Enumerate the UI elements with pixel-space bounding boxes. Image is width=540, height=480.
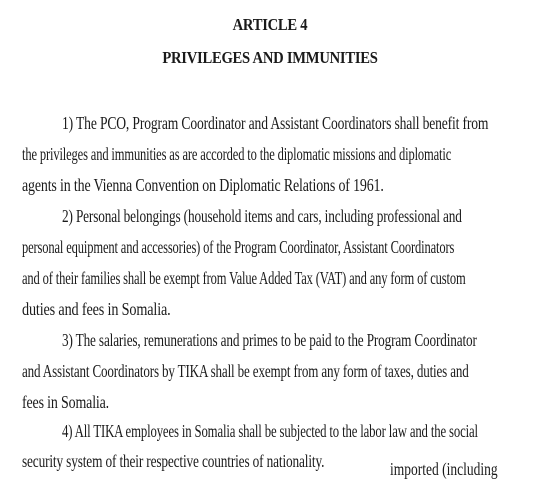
cutoff-line: imported (including: [390, 459, 498, 479]
paragraph-1-line-2: the privileges and immunities as are accorded to the diplomatic missions and diplomatic: [22, 144, 452, 164]
paragraph-3-line-3: fees in Somalia.: [22, 392, 110, 412]
paragraph-4-line-1: 4) All TIKA employees in Somalia shall be subjected to the labor law and the social: [62, 421, 478, 441]
paragraph-4-line-2: security system of their respective countries of nationality.: [22, 451, 325, 471]
article-subheading: PRIVILEGES AND IMMUNITIES: [162, 48, 378, 67]
paragraph-1-line-3: agents in the Vienna Convention on Diplomatic Relations of 1961.: [22, 175, 384, 195]
paragraph-2-line-2: personal equipment and accessories) of the Program Coordinator, Assistant Coordinators: [22, 237, 455, 257]
article-heading: ARTICLE 4: [232, 15, 308, 34]
paragraph-2-line-3: and of their families shall be exempt from Value Added Tax (VAT) and any form of custom: [22, 268, 466, 288]
paragraph-2-line-1: 2) Personal belongings (household items and cars, including professional and: [62, 206, 462, 226]
paragraph-3-line-1: 3) The salaries, remunerations and primes to be paid to the Program Coordinator: [62, 330, 477, 350]
paragraph-1-line-1: 1) The PCO, Program Coordinator and Assistant Coordinators shall benefit from: [62, 113, 489, 133]
paragraph-3-line-2: and Assistant Coordinators by TIKA shall be exempt from any form of taxes, duties and: [22, 361, 469, 381]
paragraph-2-line-4: duties and fees in Somalia.: [22, 299, 171, 319]
